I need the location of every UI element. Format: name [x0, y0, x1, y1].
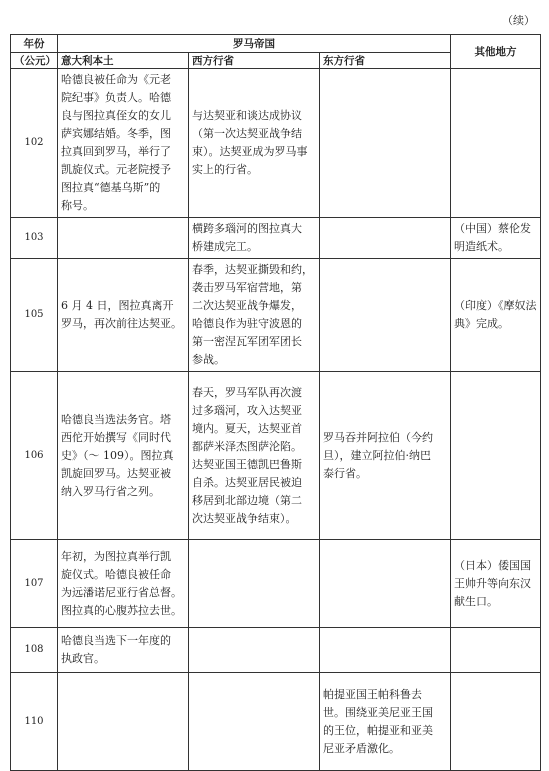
table-row — [11, 259, 541, 372]
western-cell — [189, 673, 320, 771]
other-cell — [451, 628, 541, 673]
year-header-line1: 年份 — [11, 35, 58, 53]
other-cell — [451, 372, 541, 540]
eastern-cell — [320, 628, 451, 673]
year-cell: 102 — [11, 69, 58, 218]
other-cell — [451, 69, 541, 218]
other-cell: （印度）《摩奴法 典》完成。 — [451, 259, 541, 372]
other-cell: （中国）蔡伦发 明造纸术。 — [451, 218, 541, 259]
eastern-cell — [320, 218, 451, 259]
year-cell: 110 — [11, 673, 58, 771]
eastern-cell — [320, 259, 451, 372]
year-cell: 105 — [11, 259, 58, 372]
italy-header: 意大利本土 — [58, 53, 189, 69]
continued-label: （续） — [502, 14, 535, 27]
western-cell: 与达契亚和谈达成协议 （第一次达契亚战争结 束）。达契亚成为罗马事 实上的行省。 — [189, 69, 320, 218]
western-cell: 春天，罗马军队再次渡 过多瑙河，攻入达契亚 境内。夏天，达契亚首 都萨米泽杰图萨沦陷。 达契亚国王德凯巴鲁斯 自杀。达契亚居民被迫 移居到北部边境（第二 次达契亚战争结束）。 — [189, 372, 320, 540]
year-cell: 108 — [11, 628, 58, 673]
italy-cell: 年初，为图拉真举行凯 旋仪式。哈德良被任命 为远潘诺尼亚行省总督。 图拉真的心腹苏拉去世。 — [58, 540, 189, 628]
other-cell: （日本）倭国国 王帅升等向东汉 献生口。 — [451, 540, 541, 628]
table-row — [11, 372, 541, 540]
eastern-cell — [320, 540, 451, 628]
roman-empire-header: 罗马帝国 — [58, 35, 451, 53]
western-cell: 横跨多瑙河的图拉真大 桥建成完工。 — [189, 218, 320, 259]
eastern-cell — [320, 69, 451, 218]
other-cell — [451, 673, 541, 771]
italy-cell: 哈德良当选法务官。塔 西佗开始撰写《同时代 史》（～ 109）。图拉真 凯旋回罗马。达契亚被 纳入罗马行省之列。 — [58, 372, 189, 540]
italy-cell — [58, 673, 189, 771]
italy-cell — [58, 218, 189, 259]
western-cell: 春季，达契亚撕毁和约， 袭击罗马军宿营地，第 二次达契亚战争爆发， 哈德良作为驻守波恩的 第一密涅瓦军团军团长 参战。 — [189, 259, 320, 372]
italy-cell: 哈德良被任命为《元老 院纪事》负责人。哈德 良与图拉真侄女的女儿 萨宾娜结婚。冬季，图 拉真回到罗马，举行了 凯旋仪式。元老院授予 图拉真“德基乌斯”的 称号。 — [58, 69, 189, 218]
year-header-line2: （公元） — [11, 53, 58, 69]
year-cell: 106 — [11, 372, 58, 540]
table-row — [11, 540, 541, 628]
italy-cell: 6 月 4 日，图拉真离开 罗马，再次前往达契亚。 — [58, 259, 189, 372]
table-row — [11, 218, 541, 259]
other-regions-header: 其他地方 — [451, 35, 541, 69]
western-cell — [189, 540, 320, 628]
eastern-cell: 帕提亚国王帕科鲁去 世。围绕亚美尼亚王国 的王位，帕提亚和亚美 尼亚矛盾激化。 — [320, 673, 451, 771]
year-cell: 107 — [11, 540, 58, 628]
eastern-provinces-header: 东方行省 — [320, 53, 451, 69]
table-row — [11, 673, 541, 771]
western-cell — [189, 628, 320, 673]
italy-cell: 哈德良当选下一年度的 执政官。 — [58, 628, 189, 673]
western-provinces-header: 西方行省 — [189, 53, 320, 69]
table-row — [11, 628, 541, 673]
eastern-cell: 罗马吞并阿拉伯（今约 旦），建立阿拉伯·纳巴 泰行省。 — [320, 372, 451, 540]
table-row — [11, 69, 541, 218]
chronology-table — [10, 34, 541, 771]
year-cell: 103 — [11, 218, 58, 259]
